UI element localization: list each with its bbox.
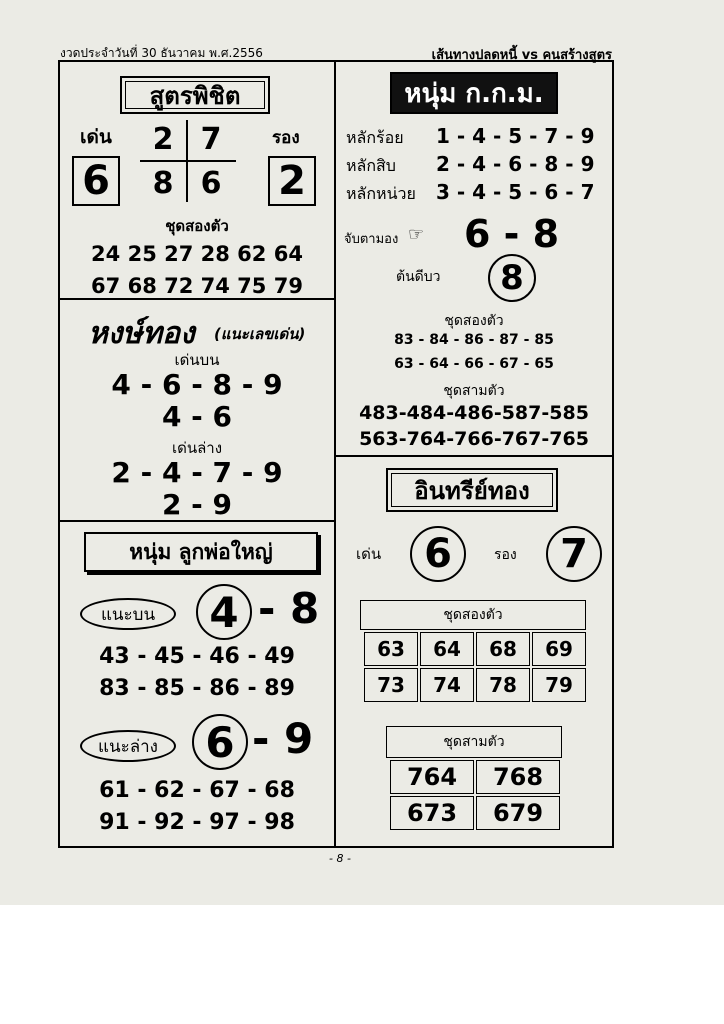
- sutr-den-value: 6: [72, 156, 120, 206]
- sutr-rong-label: รอง: [272, 128, 300, 148]
- insee-triple-cell: 673: [390, 796, 474, 830]
- num-kkm-ton-value: 8: [488, 254, 536, 302]
- num-kkm-row-digits-1: 1 - 4 - 5 - 7 - 9: [436, 124, 595, 148]
- num-luk-down-row-2: 91 - 92 - 97 - 98: [99, 810, 295, 835]
- header-date: งวดประจำวันที่ 30 ธันวาคม พ.ศ.2556: [60, 46, 263, 60]
- insee-pair-cell: 78: [476, 668, 530, 702]
- insee-pair-cell: 68: [476, 632, 530, 666]
- sutr-pair-label: ชุดสองตัว: [165, 217, 229, 235]
- num-kkm-jab-label: จับตามอง: [344, 232, 399, 247]
- num-kkm-pair-label: ชุดสองตัว: [444, 313, 504, 329]
- num-kkm-ton-label: ต้นดีบว: [396, 269, 441, 285]
- right-divider-1: [336, 455, 612, 457]
- left-divider-1: [60, 298, 334, 300]
- insee-pair-header: ชุดสองตัว: [360, 600, 586, 630]
- num-kkm-row-label-1: หลักร้อย: [346, 128, 404, 147]
- grid-cell-tr: 7: [200, 122, 222, 157]
- insee-triple-cell: 679: [476, 796, 560, 830]
- center-divider: [334, 62, 336, 846]
- grid-cell-bl: 8: [152, 166, 174, 201]
- num-kkm-triple-label: ชุดสามตัว: [443, 383, 505, 399]
- num-kkm-triple-row-1: 483-484-486-587-585: [359, 402, 589, 424]
- num-kkm-triple-row-2: 563-764-766-767-765: [359, 428, 589, 450]
- sutr-den-label: เด่น: [80, 126, 112, 148]
- num-kkm-row-digits-3: 3 - 4 - 5 - 6 - 7: [436, 180, 595, 204]
- insee-title-box: [386, 468, 558, 512]
- hong-bottom-main: 2 - 4 - 7 - 9: [111, 456, 283, 489]
- num-kkm-jab-value: 6 - 8: [464, 212, 560, 256]
- insee-den-value: 6: [410, 526, 466, 582]
- num-luk-title: หนุ่ม ลูกพ่อใหญ่: [84, 532, 318, 572]
- insee-pair-cell: 74: [420, 668, 474, 702]
- insee-rong-label: รอง: [494, 547, 517, 563]
- num-luk-down-a: 6: [192, 714, 248, 770]
- num-kkm-row-label-3: หลักหน่วย: [346, 184, 416, 203]
- insee-pair-cell: 64: [420, 632, 474, 666]
- hong-top-main: 4 - 6 - 8 - 9: [111, 368, 283, 401]
- insee-rong-value: 7: [546, 526, 602, 582]
- num-kkm-row-digits-2: 2 - 4 - 6 - 8 - 9: [436, 152, 595, 176]
- grid-hline: [140, 160, 236, 162]
- hong-top-sub: 4 - 6: [161, 400, 233, 433]
- num-luk-up-row-2: 83 - 85 - 86 - 89: [99, 676, 295, 701]
- insee-pair-cell: 79: [532, 668, 586, 702]
- hong-title: หงษ์ทอง: [88, 316, 195, 351]
- sutr-pair-row-2: 67 68 72 74 75 79: [91, 274, 303, 298]
- hong-subtitle: (แนะเลขเด่น): [214, 325, 306, 343]
- num-luk-up-label: แนะบน: [80, 598, 176, 630]
- hong-bottom-sub: 2 - 9: [161, 488, 233, 521]
- num-luk-down-label: แนะล่าง: [80, 730, 176, 762]
- insee-pair-cell: 63: [364, 632, 418, 666]
- grid-cell-tl: 2: [152, 122, 174, 157]
- pointing-hand-icon: ☞: [408, 224, 425, 245]
- insee-triple-cell: 764: [390, 760, 474, 794]
- hong-top-label: เด่นบน: [174, 351, 220, 369]
- insee-den-label: เด่น: [356, 545, 382, 563]
- hong-bottom-label: เด่นล่าง: [171, 439, 223, 457]
- num-kkm-row-label-2: หลักสิบ: [346, 156, 396, 175]
- num-kkm-pair-row-2: 63 - 64 - 66 - 67 - 65: [394, 356, 554, 372]
- insee-pair-cell: 69: [532, 632, 586, 666]
- num-luk-up-row-1: 43 - 45 - 46 - 49: [99, 644, 295, 669]
- header-title: เส้นทางปลดหนี้ vs คนสร้างสูตร: [431, 48, 612, 63]
- num-kkm-title: หนุ่ม ก.ก.ม.: [390, 72, 558, 114]
- num-kkm-pair-row-1: 83 - 84 - 86 - 87 - 85: [394, 332, 554, 348]
- num-luk-down-row-1: 61 - 62 - 67 - 68: [99, 778, 295, 803]
- num-luk-down-b: - 9: [252, 714, 314, 763]
- insee-triple-cell: 768: [476, 760, 560, 794]
- sutr-rong-value: 2: [268, 156, 316, 206]
- sutr-title: สูตรพิชิต: [125, 81, 265, 109]
- page-number: - 8 -: [329, 852, 351, 865]
- sutr-title-box: [120, 76, 270, 114]
- insee-title: อินทรีย์ทอง: [391, 473, 553, 507]
- num-luk-up-b: - 8: [258, 584, 320, 633]
- grid-cell-br: 6: [200, 166, 222, 201]
- sutr-pair-row-1: 24 25 27 28 62 64: [91, 242, 303, 266]
- insee-triple-header: ชุดสามตัว: [386, 726, 562, 758]
- insee-pair-cell: 73: [364, 668, 418, 702]
- num-luk-up-a: 4: [196, 584, 252, 640]
